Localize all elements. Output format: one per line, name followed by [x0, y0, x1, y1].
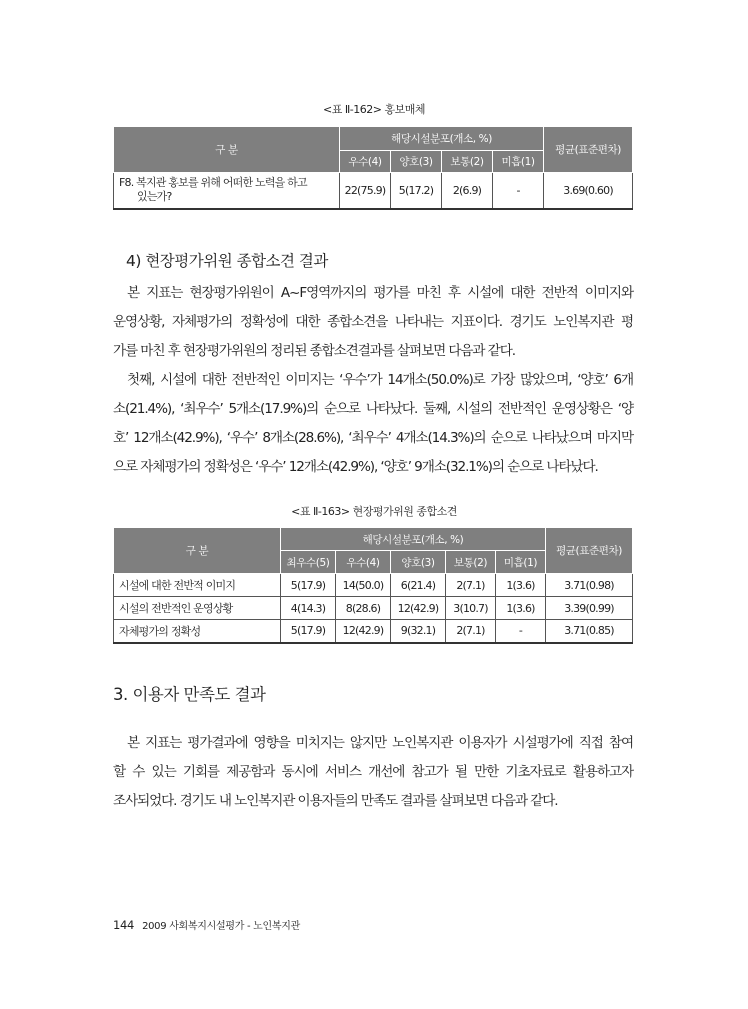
- row-label: [114, 173, 340, 209]
- table2-header-average: 평균(표준편차): [546, 528, 633, 574]
- table2-col-header: 최우수(5): [281, 551, 336, 574]
- section4-paragraph: [113, 279, 633, 482]
- paragraph-line: 본 지표는 현장평가위원이 A~F영역까지의 평가를 마친 후 시설에 대한 전반적 이미지와: [127, 285, 633, 301]
- paragraph-line: 가를 마친 후 현장평가위원의 정리된 종합소견결과를 살펴보면 다음과 같다.: [113, 343, 515, 359]
- table-cell: 9(32.1): [391, 620, 446, 643]
- paragraph-line: 호’ 12개소(42.9%), ‘우수’ 8개소(28.6%), ‘최우수’ 4개소(14.3%)의 순으로 나타났으며 마지막: [113, 430, 633, 446]
- paragraph-line: 본 지표는 평가결과에 영향을 미치지는 않지만 노인복지관 이용자가 시설평가에 직접 참여: [127, 735, 633, 751]
- table-row: [114, 173, 633, 209]
- table2-col-header: 우수(4): [336, 551, 391, 574]
- row-label: 시설에 대한 전반적 이미지: [114, 574, 281, 597]
- table1-col-header: 보통(2): [442, 151, 493, 173]
- table-cell-average: 3.71(0.98): [546, 574, 633, 597]
- table-cell-average: 3.71(0.85): [546, 620, 633, 643]
- section-heading: 4) 현장평가위원 종합소견 결과: [126, 252, 328, 270]
- table-cell: 1(3.6): [496, 597, 546, 620]
- table2-col-header: 미흡(1): [496, 551, 546, 574]
- row-label-line2: 있는가?: [137, 190, 172, 204]
- table-cell: 2(6.9): [442, 173, 493, 209]
- table1-col-header: 양호(3): [391, 151, 442, 173]
- table-cell: 12(42.9): [391, 597, 446, 620]
- table1-col-header: 미흡(1): [493, 151, 544, 173]
- paragraph-line: 으로 자체평가의 정확성은 ‘우수’ 12개소(42.9%), ‘양호’ 9개소(32.1%)의 순으로 나타났다.: [113, 459, 598, 475]
- table-cell: 1(3.6): [496, 574, 546, 597]
- table-row: [114, 574, 633, 597]
- paragraph-line: 첫째, 시설에 대한 전반적인 이미지는 ‘우수’가 14개소(50.0%)로 가장 많았으며, ‘양호’ 6개: [127, 372, 633, 388]
- table2-header-distribution: 해당시설분포(개소, %): [281, 528, 546, 551]
- table-cell: 5(17.9): [281, 620, 336, 643]
- table-cell: 12(42.9): [336, 620, 391, 643]
- table2-header-group: 구 분: [114, 528, 281, 574]
- table-cell: 2(7.1): [446, 574, 496, 597]
- page-number: 144: [113, 918, 135, 932]
- row-label-line1: F8. 복지관 홍보를 위해 어떠한 노력을 하고: [119, 176, 307, 190]
- row-label: 자체평가의 정확성: [114, 620, 281, 643]
- table2-col-header: 양호(3): [391, 551, 446, 574]
- table-cell: 14(50.0): [336, 574, 391, 597]
- table-cell: -: [496, 620, 546, 643]
- table-cell: 5(17.2): [391, 173, 442, 209]
- page-footer: [113, 917, 300, 932]
- row-label: 시설의 전반적인 운영상황: [114, 597, 281, 620]
- table-cell: -: [493, 173, 544, 209]
- table-cell-average: 3.69(0.60): [544, 173, 633, 209]
- table1-col-header: 우수(4): [340, 151, 391, 173]
- table-cell: 4(14.3): [281, 597, 336, 620]
- table1-header-average: 평균(표준편차): [544, 127, 633, 173]
- section-heading: 3. 이용자 만족도 결과: [113, 685, 266, 704]
- table2-caption: <표 Ⅱ-163> 현장평가위원 종합소견: [291, 505, 457, 518]
- paragraph-line: 소(21.4%), ‘최우수’ 5개소(17.9%)의 순으로 나타났다. 둘째, 시설의 전반적인 운영상황은 ‘양: [113, 401, 633, 417]
- table1-header-distribution: 해당시설분포(개소, %): [340, 127, 544, 151]
- table-cell: 22(75.9): [340, 173, 391, 209]
- footer-title: 2009 사회복지시설평가 - 노인복지관: [142, 921, 300, 932]
- paragraph-line: 운영상황, 자체평가의 정확성에 대한 종합소견을 나타내는 지표이다. 경기도 노인복지관 평: [113, 314, 633, 330]
- table1-caption: <표 Ⅱ-162> 홍보매체: [323, 103, 425, 116]
- table-cell: 3(10.7): [446, 597, 496, 620]
- promotion-media-table: [113, 126, 633, 210]
- table-row: [114, 597, 633, 620]
- table-cell: 8(28.6): [336, 597, 391, 620]
- site-evaluator-opinion-table: [113, 527, 633, 644]
- paragraph-line: 조사되었다. 경기도 내 노인복지관 이용자들의 만족도 결과를 살펴보면 다음과 같다.: [113, 793, 558, 809]
- paragraph-line: 할 수 있는 기회를 제공함과 동시에 서비스 개선에 참고가 될 만한 기초자료로 활용하고자: [113, 764, 633, 780]
- table-cell: 5(17.9): [281, 574, 336, 597]
- table-cell: 2(7.1): [446, 620, 496, 643]
- table-cell: 6(21.4): [391, 574, 446, 597]
- table-row: [114, 620, 633, 643]
- section3-paragraph: [113, 729, 633, 816]
- table2-col-header: 보통(2): [446, 551, 496, 574]
- table-cell-average: 3.39(0.99): [546, 597, 633, 620]
- table1-header-group: 구 분: [114, 127, 340, 173]
